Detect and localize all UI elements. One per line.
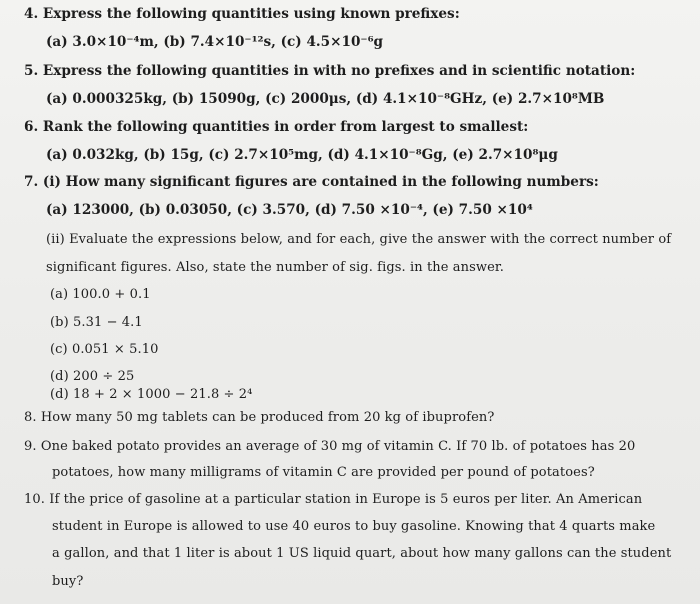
question-5-prompt: 5. Express the following quantities in with no prefixes and in scientific notation: (24, 63, 636, 79)
question-9-line1: 9. One baked potato provides an average of 30 mg of vitamin C. If 70 lb. of potatoes has 20 (24, 439, 636, 454)
expression-a: (a) 100.0 + 0.1 (50, 287, 151, 302)
question-7ii-prompt-line2: significant figures. Also, state the number of sig. figs. in the answer. (46, 260, 505, 275)
question-10-line1: 10. If the price of gasoline at a particular station in Europe is 5 euros per liter. An American (24, 492, 643, 507)
expression-d-second: (d) 18 + 2 × 1000 − 21.8 ÷ 2⁴ (50, 387, 253, 402)
question-6-prompt: 6. Rank the following quantities in order from largest to smallest: (24, 119, 529, 135)
question-8: 8. How many 50 mg tablets can be produced from 20 kg of ibuprofen? (24, 410, 495, 425)
question-10-line3: a gallon, and that 1 liter is about 1 US liquid quart, about how many gallons can the student (52, 546, 672, 561)
question-4-items: (a) 3.0×10⁻⁴m, (b) 7.4×10⁻¹²s, (c) 4.5×10⁻⁶g (46, 34, 384, 50)
question-7i-items: (a) 123000, (b) 0.03050, (c) 3.570, (d) 7.50 ×10⁻⁴, (e) 7.50 ×10⁴ (46, 202, 533, 218)
expression-d: (d) 200 ÷ 25 (50, 369, 135, 384)
question-5-items: (a) 0.000325kg, (b) 15090g, (c) 2000μs, (d) 4.1×10⁻⁸GHz, (e) 2.7×10⁸MB (46, 91, 605, 107)
question-7i-prompt: 7. (i) How many significant figures are contained in the following numbers: (24, 174, 599, 190)
question-6-items: (a) 0.032kg, (b) 15g, (c) 2.7×10⁵mg, (d) 4.1×10⁻⁸Gg, (e) 2.7×10⁸μg (46, 147, 558, 163)
question-4-prompt: 4. Express the following quantities using known prefixes: (24, 6, 460, 22)
question-10-line2: student in Europe is allowed to use 40 euros to buy gasoline. Knowing that 4 quarts make (52, 519, 656, 534)
expression-c: (c) 0.051 × 5.10 (50, 342, 159, 357)
question-9-line2: potatoes, how many milligrams of vitamin C are provided per pound of potatoes? (52, 465, 595, 480)
expression-b: (b) 5.31 − 4.1 (50, 315, 143, 330)
question-7ii-prompt-line1: (ii) Evaluate the expressions below, and for each, give the answer with the correct number of (46, 232, 672, 247)
question-10-line4: buy? (52, 574, 84, 589)
